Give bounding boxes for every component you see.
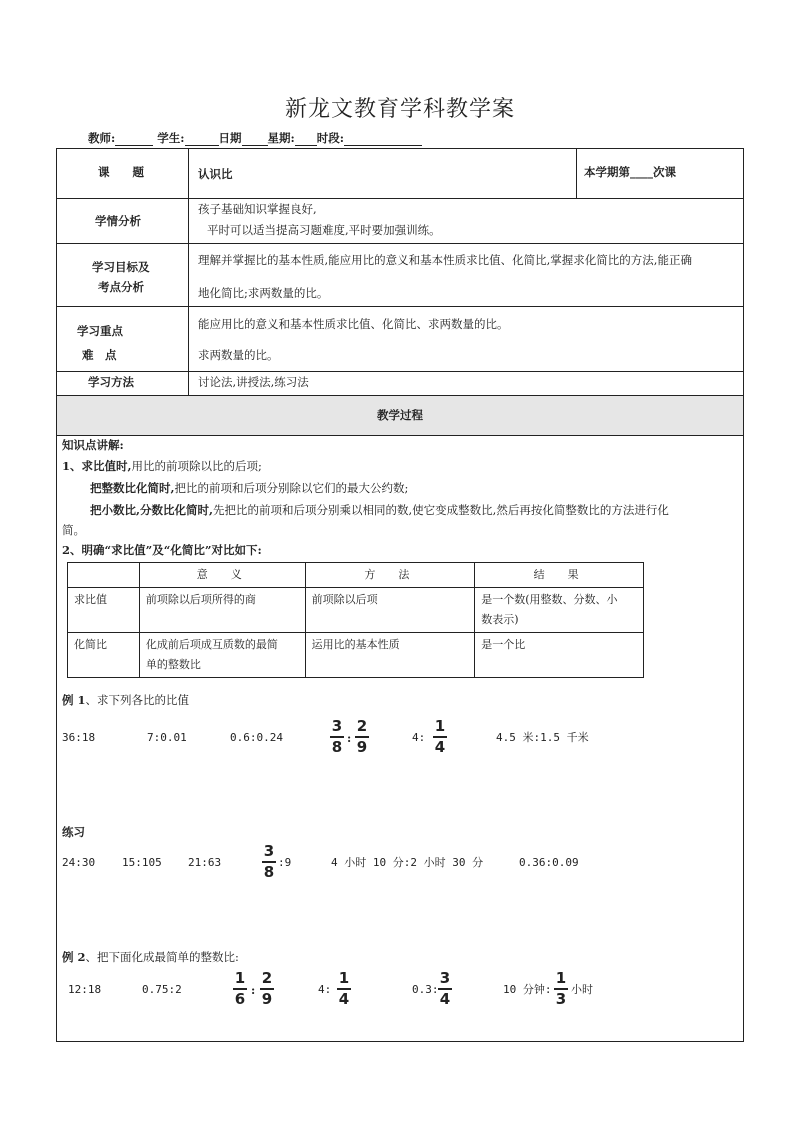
numerator: 1 (555, 969, 567, 987)
period-label: 时段: (316, 131, 345, 145)
ex2-fraction-c2 (259, 970, 275, 1008)
ex2-item-e-prefix: 0.3: (412, 983, 439, 996)
comparison-row-simplify (68, 633, 644, 678)
goals-label1: 学习目标及 (92, 260, 150, 274)
point-3-text: 先把比的前项和后项分别乘以相同的数,使它变成整数比,然后再按化简整数比的方法进行化 (213, 503, 669, 517)
example-1-bold: 例 1 (62, 693, 86, 707)
comparison-header-method: 方 法 (305, 563, 475, 588)
denominator: 4 (434, 738, 446, 756)
comparison-header-empty (68, 563, 140, 588)
session-label: 本学期第____次课 (584, 165, 676, 179)
analysis-line2: 平时可以适当提高习题难度,平时要加强训练。 (207, 223, 441, 237)
example-2-title (62, 946, 239, 968)
point-1-bold: 1、求比值时, (62, 459, 132, 473)
comparison-header-meaning: 意 义 (139, 563, 305, 588)
date-label: 日期 (218, 131, 242, 145)
ex1-item-e-prefix: 4: (412, 731, 426, 744)
row-sep (56, 435, 744, 436)
row-name: 求比值 (68, 588, 140, 633)
row-sep (56, 198, 744, 199)
topic-label: 课 题 (98, 165, 144, 179)
ex1-item-c: 0.6:0.24 (230, 731, 283, 744)
practice-fraction-d (261, 843, 277, 881)
ex1-item-b: 7:0.01 (147, 731, 187, 744)
ex1-fraction-d2 (354, 718, 370, 756)
practice-item-d-suffix: :9 (278, 856, 292, 869)
key-value: 能应用比的意义和基本性质求比值、化简比、求两数量的比。 (198, 317, 509, 331)
ex2-item-f-prefix: 10 分钟: (503, 983, 552, 996)
row-name: 化简比 (68, 633, 140, 678)
page-title: 新龙文教育学科教学案 (284, 97, 515, 122)
practice-item-e: 4 小时 10 分:2 小时 30 分 (331, 856, 484, 869)
ex2-fraction-f (553, 970, 569, 1008)
row-meaning-line1: 化成前后项成互质数的最简 (145, 638, 278, 651)
comparison-table (67, 562, 644, 678)
example-1-title (62, 689, 189, 711)
row-result-line2: 数表示) (481, 613, 519, 626)
numerator: 2 (261, 969, 273, 987)
row-result (475, 588, 644, 633)
point-3-tail: 简。 (62, 523, 85, 537)
teacher-label: 教师: (88, 131, 116, 145)
example-2-bold: 例 2 (62, 950, 86, 964)
row-sep (56, 243, 744, 244)
denominator: 9 (261, 990, 273, 1008)
numerator: 3 (331, 717, 343, 735)
ex2-fraction-d (336, 970, 352, 1008)
denominator: 4 (338, 990, 350, 1008)
numerator: 3 (263, 842, 275, 860)
row-method: 运用比的基本性质 (305, 633, 475, 678)
method-value: 讨论法,讲授法,练习法 (198, 375, 309, 389)
denominator: 9 (356, 738, 368, 756)
table-left (56, 148, 57, 1042)
point-3-bold: 把小数比,分数比化简时, (90, 503, 214, 517)
goals-label2: 考点分析 (98, 280, 144, 294)
table-bottom (56, 1041, 744, 1042)
ex2-item-b: 0.75:2 (142, 983, 182, 996)
goals-line1: 理解并掌握比的基本性质,能应用比的意义和基本性质求比值、化简比,掌握求化简比的方法,能正确 (198, 253, 692, 267)
numerator: 1 (434, 717, 446, 735)
denominator: 4 (439, 990, 451, 1008)
key-label: 学习重点 (77, 324, 123, 338)
practice-item-c: 21:63 (188, 856, 222, 869)
ex2-item-f-suffix: 小时 (571, 983, 593, 996)
denominator: 8 (263, 863, 275, 881)
practice-label: 练习 (62, 825, 85, 839)
example-2-text: 、把下面化成最简单的整数比: (85, 950, 239, 964)
ex2-fraction-e (437, 970, 453, 1008)
practice-item-f: 0.36:0.09 (519, 856, 579, 869)
ex1-fraction-d1 (329, 718, 345, 756)
analysis-line1: 孩子基础知识掌握良好, (198, 202, 317, 216)
point-4: 2、明确“求比值”及“化简比”对比如下: (62, 543, 262, 557)
comparison-header-result: 结 果 (475, 563, 644, 588)
table-right (743, 148, 744, 1042)
ex1-item-f: 4.5 米:1.5 千米 (496, 731, 589, 744)
difficulty-label: 难 点 (82, 348, 117, 362)
point-3 (90, 499, 669, 521)
row-meaning-line2: 单的整数比 (145, 658, 201, 671)
ex1-fraction-e (432, 718, 448, 756)
row-sep (56, 371, 744, 372)
point-2-text: 把比的前项和后项分别除以它们的最大公约数; (174, 481, 409, 495)
point-2-bold: 把整数比化简时, (90, 481, 175, 495)
practice-item-a: 24:30 (62, 856, 96, 869)
header-line (88, 130, 422, 146)
analysis-label: 学情分析 (95, 214, 141, 228)
ex2-colon: : (251, 983, 256, 997)
goals-line2: 地化简比;求两数量的比。 (198, 286, 329, 300)
numerator: 3 (439, 969, 451, 987)
ex2-item-a: 12:18 (68, 983, 102, 996)
week-label: 星期: (267, 131, 295, 145)
row-sep (56, 306, 744, 307)
row-method: 前项除以后项 (305, 588, 475, 633)
point-2 (90, 477, 408, 499)
table-top (56, 148, 744, 149)
ex1-colon: : (347, 731, 352, 745)
numerator: 1 (234, 969, 246, 987)
topic-value: 认识比 (198, 167, 233, 181)
row-result-line1: 是一个数(用整数、分数、小 (481, 593, 618, 606)
comparison-header-row (68, 563, 644, 588)
col-sep (576, 148, 577, 198)
method-label: 学习方法 (88, 375, 134, 389)
col-sep (188, 148, 189, 395)
numerator: 2 (356, 717, 368, 735)
point-1 (62, 455, 262, 477)
ex2-item-d-prefix: 4: (318, 983, 332, 996)
point-1-text: 用比的前项除以比的后项; (131, 459, 262, 473)
difficulty-value: 求两数量的比。 (198, 348, 279, 362)
example-1-text: 、求下列各比的比值 (85, 693, 190, 707)
row-meaning (139, 633, 305, 678)
comparison-row-ratio-value (68, 588, 644, 633)
practice-item-b: 15:105 (122, 856, 162, 869)
denominator: 6 (234, 990, 246, 1008)
process-label: 教学过程 (377, 408, 423, 422)
knowledge-title: 知识点讲解: (62, 438, 124, 452)
row-result: 是一个比 (475, 633, 644, 678)
denominator: 3 (555, 990, 567, 1008)
ex2-fraction-c1 (232, 970, 248, 1008)
numerator: 1 (338, 969, 350, 987)
ex1-item-a: 36:18 (62, 731, 96, 744)
row-meaning: 前项除以后项所得的商 (139, 588, 305, 633)
denominator: 8 (331, 738, 343, 756)
student-label: 学生: (157, 131, 185, 145)
